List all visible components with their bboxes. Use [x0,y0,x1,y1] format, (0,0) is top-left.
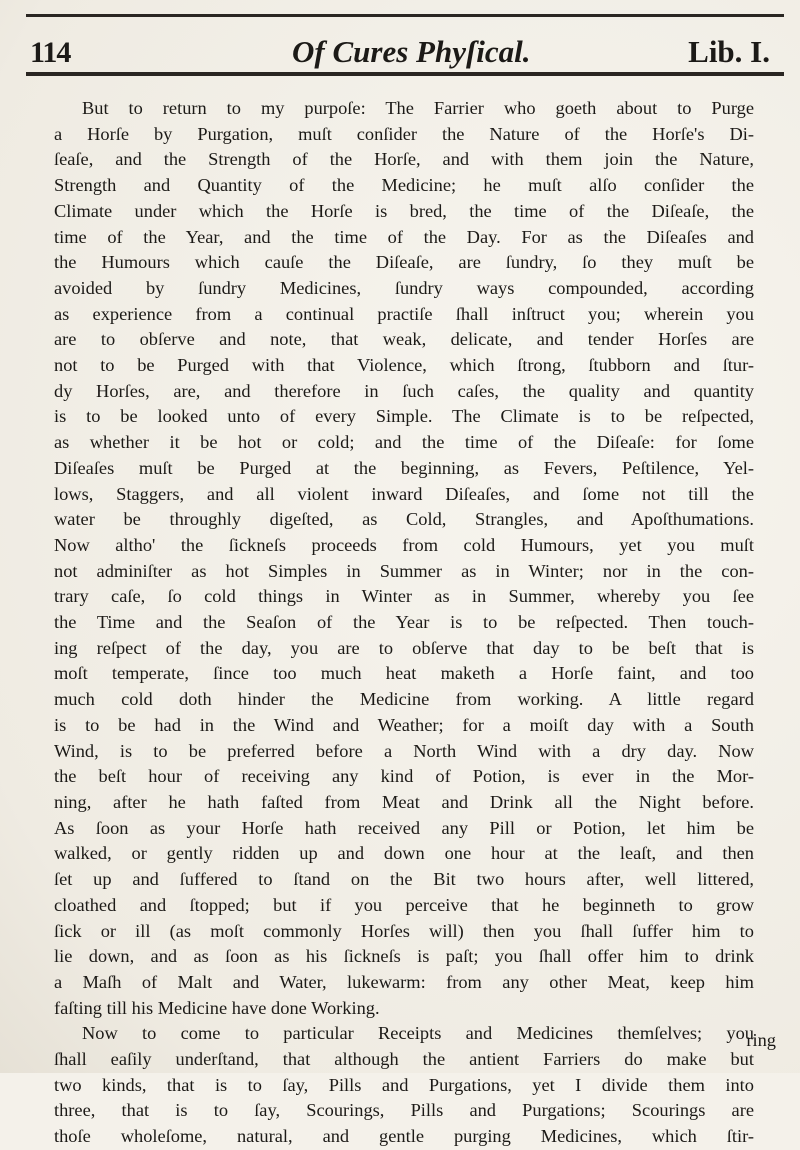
text-line: thoſe wholeſome, natural, and gentle purging Medicines, which ſtir- [54,1126,754,1147]
text-line: three, that is to ſay, Scourings, Pills and Purgations; Scourings are [54,1100,754,1121]
text-line: time of the Year, and the time of the Day. For as the Diſeaſes and [54,226,754,247]
text-line: a Horſe by Purgation, muſt conſider the Nature of the Horſe's Di- [54,123,754,144]
running-title: Of Cures Phyſical. [292,34,531,69]
text-line: Now altho' the ſickneſs proceeds from cold Humours, yet you muſt [54,534,754,555]
text-line: Climate under which the Horſe is bred, the time of the Diſeaſe, the [54,200,754,221]
text-line: is to be had in the Wind and Weather; for a moiſt day with a South [54,714,754,735]
book-reference: Lib. I. [688,34,770,69]
page-header [26,28,770,72]
text-line: as whether it be hot or cold; and the time of the Diſeaſe: for ſome [54,432,754,453]
text-line: is to be looked unto of every Simple. The Climate is to be reſpected, [54,406,754,427]
text-line: the beſt hour of receiving any kind of Potion, is ever in the Mor- [54,766,754,787]
text-line: walked, or gently ridden up and down one hour at the leaſt, and then [54,843,754,864]
text-line: much cold doth hinder the Medicine from working. A little regard [54,689,754,710]
text-line: the Time and the Seaſon of the Year is to be reſpected. Then touch- [54,612,754,633]
text-line: avoided by ſundry Medicines, ſundry ways compounded, according [54,277,754,298]
header-rule-top [26,14,784,17]
text-line: not to be Purged with that Violence, which ſtrong, ſtubborn and ſtur- [54,355,754,376]
text-line: Wind, is to be preferred before a North Wind with a dry day. Now [54,740,754,761]
text-line: ning, after he hath faſted from Meat and Drink all the Night before. [54,791,754,812]
page-number: 114 [30,36,71,69]
text-line: Strength and Quantity of the Medicine; he muſt alſo conſider the [54,175,754,196]
text-line: Now to come to particular Receipts and Medicines themſelves; you [82,1023,754,1044]
text-line: ing reſpect of the day, you are to obſerve that day to be beſt that is [54,637,754,658]
text-line: Diſeaſes muſt be Purged at the beginning, as Fevers, Peſtilence, Yel- [54,457,754,478]
text-line: dy Horſes, are, and therefore in ſuch caſes, the quality and quantity [54,380,754,401]
text-line: water be throughly digeſted, as Cold, Strangles, and Apoſthumations. [54,509,754,530]
text-line: not adminiſter as hot Simples in Summer as in Winter; nor in the con- [54,560,754,581]
text-line: are to obſerve and note, that weak, delicate, and tender Horſes are [54,329,754,350]
text-line: two kinds, that is to ſay, Pills and Purgations, yet I divide them into [54,1074,754,1095]
text-line: faſting till his Medicine have done Working. [54,997,380,1018]
text-line: ſet up and ſuffered to ſtand on the Bit two hours after, well littered, [54,869,754,890]
header-rule-bottom [26,72,784,76]
text-line: But to return to my purpoſe: The Farrier who goeth about to Purge [82,98,754,118]
text-line: cloathed and ſtopped; but if you perceive that he beginneth to grow [54,894,754,915]
body-text [54,96,754,1150]
catchword: ring [746,1030,776,1050]
text-line: as experience from a continual practiſe ſhall inſtruct you; wherein you [54,303,754,324]
text-line: lows, Staggers, and all violent inward Diſeaſes, and ſome not till the [54,483,754,504]
text-line: moſt temperate, ſince too much heat maketh a Horſe faint, and too [54,663,754,684]
text-line: ſeaſe, and the Strength of the Horſe, and with them join the Nature, [54,149,754,170]
text-line: a Maſh of Malt and Water, lukewarm: from any other Meat, keep him [54,971,754,992]
text-line: ſick or ill (as moſt commonly Horſes will) then you ſhall ſuffer him to [54,920,754,941]
text-line: the Humours which cauſe the Diſeaſe, are ſundry, ſo they muſt be [54,252,754,273]
text-line: trary caſe, ſo cold things in Winter as in Summer, whereby you ſee [54,586,754,607]
text-line: lie down, and as ſoon as his ſickneſs is paſt; you ſhall offer him to drink [54,946,754,967]
text-line: ſhall eaſily underſtand, that although the antient Farriers do make but [54,1049,754,1070]
text-line: As ſoon as your Horſe hath received any Pill or Potion, let him be [54,817,754,838]
